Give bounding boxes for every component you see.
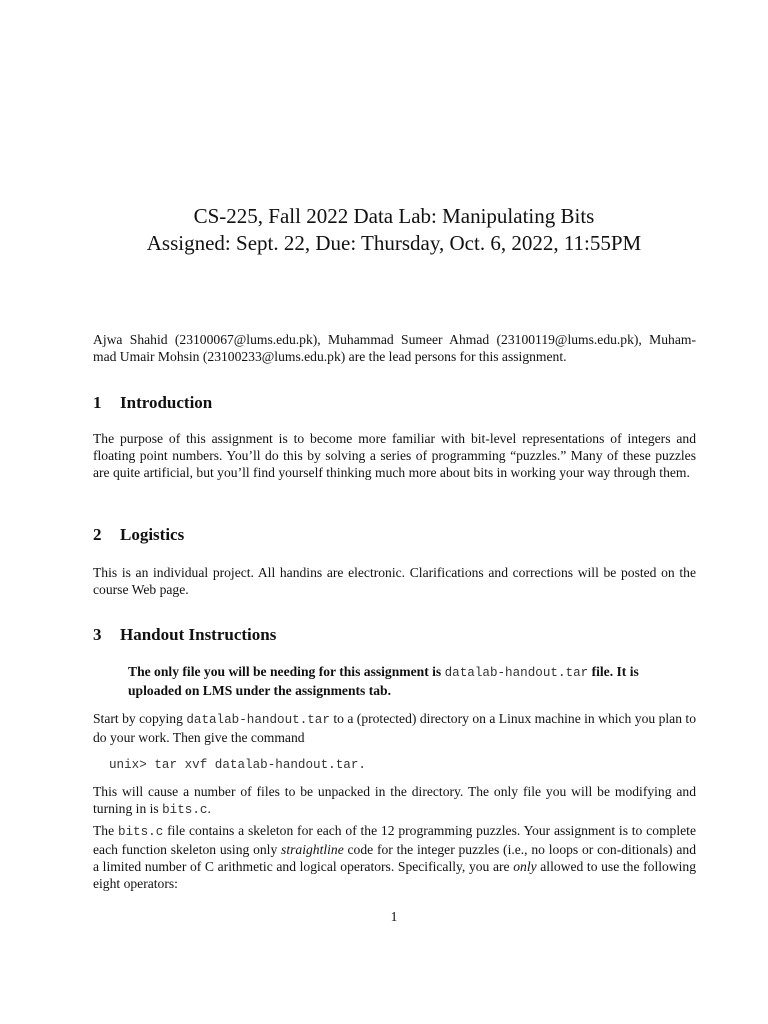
copy-instructions-paragraph: [93, 710, 696, 746]
section-number: 1: [93, 393, 102, 412]
p3-text-start: The: [93, 823, 118, 838]
p3-text-mid-1: file contains a skeleton for each of the 12 programming puzzles. Your assignment is to complete each function skeleton using only: [93, 823, 696, 857]
p3-text-end: allowed to use the following eight operators:: [93, 859, 696, 891]
p3-emphasis-straightline: straightline: [281, 842, 344, 857]
lead-persons-line-2: mad Umair Mohsin (23100233@lums.edu.pk) are the lead persons for this assignment.: [93, 349, 567, 364]
p1-filename: datalab-handout.tar: [186, 713, 330, 727]
title-line-2: Assigned: Sept. 22, Due: Thursday, Oct. 6, 2022, 11:55PM: [146, 231, 642, 255]
p2-text-after: .: [207, 801, 211, 816]
handout-filename: datalab-handout.tar: [444, 666, 589, 680]
section-title: Logistics: [120, 525, 185, 544]
introduction-paragraph: The purpose of this assignment is to become more familiar with bit-level representations of integers and floating point numbers. You’ll do this by solving a series of programming “puzzles.” Many of these puzzles are quite artificial, but you’ll find yourself thinking much more about bits in working your way through them.: [93, 431, 696, 480]
p3-emphasis-only: only: [513, 859, 537, 874]
logistics-paragraph: This is an individual project. All handins are electronic. Clarifications and corrections will be posted on the course Web page.: [93, 565, 696, 597]
p1-text-after: to a (protected) directory on a Linux machine in which you plan to do your work. Then give the command: [93, 711, 696, 745]
title-line-1: CS-225, Fall 2022 Data Lab: Manipulating Bits: [193, 204, 595, 228]
puzzles-paragraph: [93, 822, 696, 892]
section-number: 3: [93, 625, 102, 644]
section-title: Introduction: [120, 393, 213, 412]
section-heading-introduction: [93, 393, 212, 413]
note-text-before: The only file you will be needing for this assignment is: [128, 664, 445, 679]
p2-filename: bits.c: [162, 803, 208, 817]
unpack-paragraph: [93, 783, 696, 819]
unix-command: unix> tar xvf datalab-handout.tar.: [109, 758, 366, 772]
section-number: 2: [93, 525, 102, 544]
handout-note: [128, 663, 668, 699]
note-text-after: file. It is uploaded on LMS under the assignments tab.: [128, 664, 639, 698]
p3-text-mid-2: code for the integer puzzles (i.e., no loops or con-ditionals) and a limited number of C arithmetic and logical operators. Specifically, you are: [93, 842, 696, 874]
page-number: 1: [390, 909, 398, 924]
section-title: Handout Instructions: [120, 625, 277, 644]
p3-filename: bits.c: [117, 825, 164, 839]
lead-persons-line-1: Ajwa Shahid (23100067@lums.edu.pk), Muhammad Sumeer Ahmad (23100119@lums.edu.pk), Muham-: [93, 332, 696, 347]
p2-text-before: This will cause a number of files to be unpacked in the directory. The only file you will be modifying and turning in is: [93, 784, 696, 816]
section-heading-handout-instructions: [93, 625, 276, 645]
document-title: [0, 203, 768, 257]
lead-persons-paragraph: [93, 331, 696, 365]
section-heading-logistics: [93, 525, 184, 545]
p1-text-before: Start by copying: [93, 711, 187, 726]
